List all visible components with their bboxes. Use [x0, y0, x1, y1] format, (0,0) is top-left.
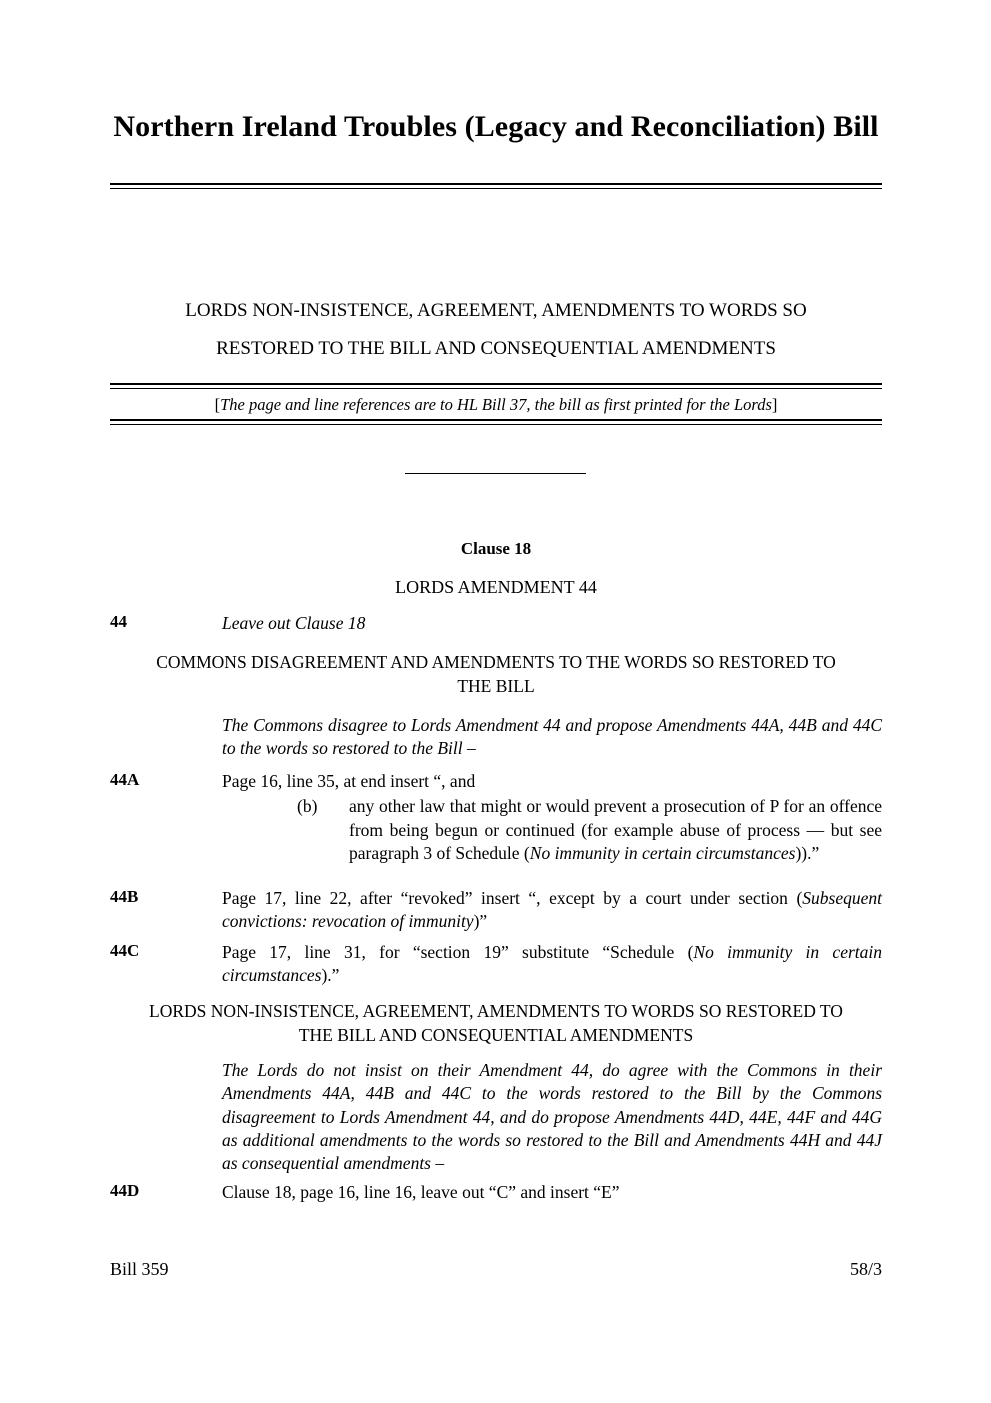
page-title: Northern Ireland Troubles (Legacy and Reconciliation) Bill — [113, 110, 879, 143]
subparagraph-b-part1: any other law that might or would prevent a prosecution of P for an offence from being begun or continued (for example abuse of process — but see paragraph 3 of Schedule ( — [349, 796, 882, 863]
amendment-number-44C: 44C — [110, 941, 140, 960]
commons-heading-line-2: THE BILL — [457, 675, 535, 696]
amendment-44C-italic: No immunity in certain circumstances — [222, 942, 882, 986]
amendment-44A-subparagraph — [297, 795, 882, 865]
amendment-text-44A — [222, 770, 882, 865]
subtitle-line-1: LORDS NON-INSISTENCE, AGREEMENT, AMENDMENTS TO WORDS SO — [185, 300, 807, 321]
lords-amendment-label: LORDS AMENDMENT 44 — [395, 577, 597, 597]
amendment-44C-part2: ).” — [321, 965, 340, 986]
amendment-number-44B: 44B — [110, 887, 139, 906]
note-italic-text: The page and line references are to HL Bill 37, the bill as first printed for the Lords — [220, 395, 772, 414]
note-close-bracket: ] — [771, 395, 778, 414]
subparagraph-b-text — [349, 795, 882, 865]
amendment-entry-44C — [110, 941, 882, 988]
note-bottom-rule — [110, 419, 882, 425]
title-divider-rule — [110, 183, 882, 189]
page-line-reference-note — [110, 395, 882, 415]
clause-heading: Clause 18 — [460, 539, 532, 558]
lords-non-insistence-paragraph: The Lords do not insist on their Amendment 44, do agree with the Commons in their Amendments 44A, 44B and 44C to the words restored to the Bill by the Commons disagreement to Lords Amendment 44, and do propose Amendments 44D, 44E, 44F and 44G as additional amendments to the words so restored to the Bill and Amendments 44H and 44J as consequential amendments – — [222, 1060, 882, 1174]
note-open-bracket: [ — [214, 395, 221, 414]
subparagraph-marker-b: (b) — [297, 796, 318, 817]
amendment-44-italic-text: Leave out Clause 18 — [222, 613, 366, 633]
amendment-entry-44B — [110, 887, 882, 934]
amendment-number-44A: 44A — [110, 770, 140, 789]
commons-heading-line-1: COMMONS DISAGREEMENT AND AMENDMENTS TO THE WORDS SO RESTORED TO — [156, 652, 836, 672]
amendment-number-44: 44 — [110, 612, 127, 631]
amendment-number-44D: 44D — [110, 1181, 140, 1200]
amendment-text-44 — [222, 612, 882, 635]
note-top-rule — [110, 383, 882, 389]
document-subtitle — [120, 292, 872, 368]
commons-disagreement-heading — [110, 651, 882, 698]
section-divider-rule — [405, 473, 586, 474]
amendment-44B-italic: Subsequent convictions: revocation of immunity — [222, 888, 882, 932]
amendment-text-44B — [222, 887, 882, 934]
amendment-text-44D: Clause 18, page 16, line 16, leave out “C” and insert “E” — [222, 1182, 620, 1202]
lords-heading-line-1: LORDS NON-INSISTENCE, AGREEMENT, AMENDMENTS TO WORDS SO RESTORED TO — [149, 1001, 843, 1021]
footer-page-reference: 58/3 — [849, 1259, 882, 1279]
subparagraph-b-part2: )).” — [795, 842, 820, 863]
amendment-44A-lead-text: Page 16, line 35, at end insert “, and — [222, 771, 476, 791]
lords-heading-line-2: THE BILL AND CONSEQUENTIAL AMENDMENTS — [298, 1024, 694, 1045]
amendment-entry-44D — [110, 1181, 882, 1204]
amendment-44C-part1: Page 17, line 31, for “section 19” substitute “Schedule ( — [222, 942, 694, 962]
amendment-entry-44A — [110, 770, 882, 865]
amendment-text-44C — [222, 941, 882, 988]
amendment-44B-part1: Page 17, line 22, after “revoked” insert “, except by a court under section ( — [222, 888, 803, 908]
commons-disagreement-paragraph: The Commons disagree to Lords Amendment 44 and propose Amendments 44A, 44B and 44C to the words so restored to the Bill – — [222, 715, 882, 759]
subtitle-line-2: RESTORED TO THE BILL AND CONSEQUENTIAL AMENDMENTS — [216, 338, 776, 359]
amendment-44B-part2: )” — [473, 911, 488, 932]
subparagraph-b-italic: No immunity in certain circumstances — [529, 842, 796, 863]
footer-bill-number: Bill 359 — [110, 1259, 169, 1279]
lords-non-insistence-heading — [110, 1000, 882, 1047]
amendment-entry-44 — [110, 612, 882, 635]
